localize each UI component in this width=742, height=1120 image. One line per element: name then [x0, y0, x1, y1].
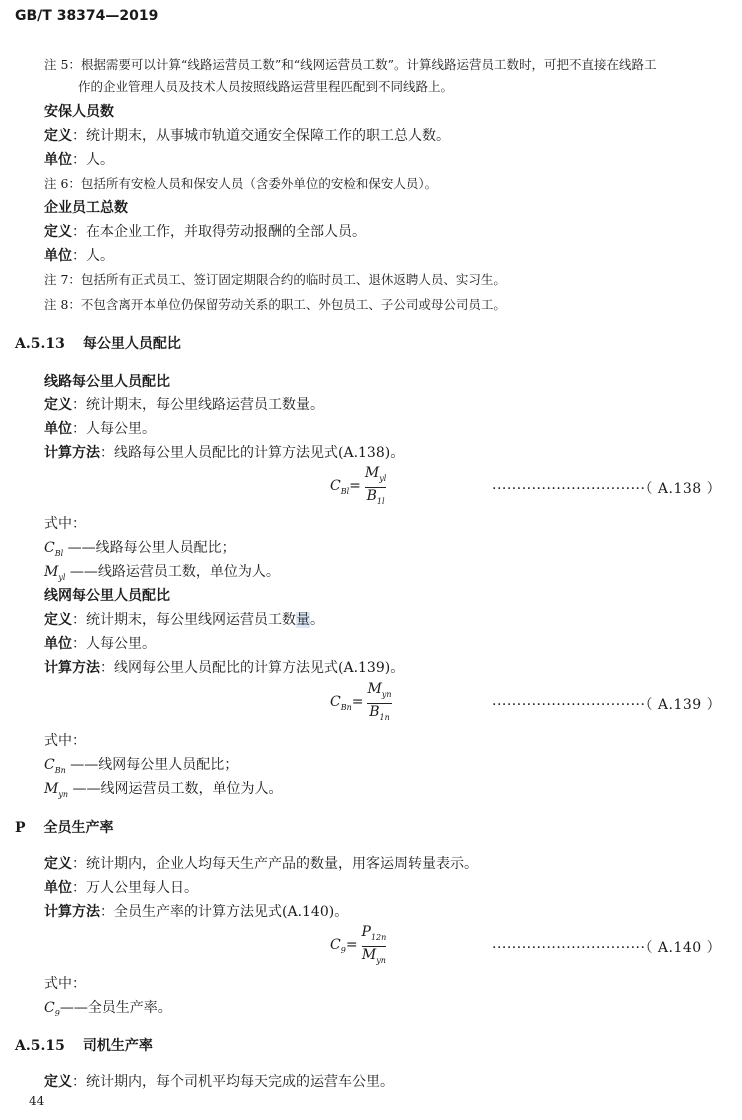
section-title: 全员生产率 [43, 820, 114, 836]
definition-label: 定义 [44, 397, 72, 413]
section-title: 司机生产率 [82, 1038, 153, 1054]
section-a515 [15, 1035, 153, 1055]
calc-method-text: ：线网每公里人员配比的计算方法见式(A.139)。 [100, 660, 405, 676]
security-unit [44, 149, 114, 169]
unit-label: 单位 [44, 880, 72, 896]
denominator: $B_{1n}$ [369, 703, 390, 722]
definition-label: 定义 [44, 128, 72, 144]
calc-method-text: ：线路每公里人员配比的计算方法见式(A.138)。 [100, 445, 405, 461]
definition-text: ：统计期末，每公里线路运营员工数量。 [72, 397, 324, 413]
note-5-line-2: 作的企业管理人员及技术人员按照线路运营里程匹配到不同线路上。 [78, 79, 454, 94]
fraction [367, 681, 391, 726]
denominator: $B_{1l}$ [366, 487, 385, 506]
unit-text: ：人。 [72, 152, 114, 168]
variable-m-yn: $M_{yn}$ ——线网运营员工数，单位为人。 [44, 781, 283, 799]
definition-label: 定义 [44, 1074, 72, 1090]
fraction [365, 465, 386, 510]
variable-c-bl: $C_{Bl}$ ——线路每公里人员配比； [44, 540, 236, 558]
line-ratio-unit [44, 418, 156, 438]
unit-text: ：万人公里每人日。 [72, 880, 198, 896]
unit-label: 单位 [44, 421, 72, 437]
security-staff-title: 安保人员数 [44, 104, 114, 120]
page-number: 44 [29, 1094, 45, 1108]
line-ratio-title: 线路每公里人员配比 [44, 374, 170, 390]
enterprise-staff-title: 企业员工总数 [44, 200, 128, 216]
network-ratio-definition: 定义：统计期末，每公里线网运营员工数量。 [44, 612, 324, 628]
numerator: $M_{yl}$ [364, 465, 387, 483]
unit-text: ：人每公里。 [72, 636, 156, 652]
equation-number-a140: ·······························（ A.140 ） [492, 940, 722, 956]
productivity-unit [44, 877, 198, 897]
productivity-calc [44, 901, 348, 921]
section-title: 每公里人员配比 [82, 336, 181, 352]
where-label: 式中： [44, 733, 86, 749]
formula-lhs: $C_{Bn}=$ [330, 694, 364, 713]
equation-number-a139: ·······························（ A.139 ） [492, 697, 722, 713]
standard-number: GB/T 38374—2019 [15, 8, 159, 24]
productivity-definition [44, 853, 478, 873]
section-a514 [15, 817, 114, 837]
unit-label: 单位 [44, 152, 72, 168]
formula-a138 [330, 465, 386, 510]
note-5-line-1: 注 5：根据需要可以计算“线路运营员工数”和“线网运营员工数”。计算线路运营员工数时，可把不直接在线路工 [44, 57, 657, 72]
definition-label: 定义 [44, 224, 72, 240]
variable-m-yl: $M_{yl}$ ——线路运营员工数，单位为人。 [44, 564, 280, 582]
denominator: $M_{yn}$ [361, 946, 386, 965]
note-8: 注 8：不包含离开本单位仍保留劳动关系的职工、外包员工、子公司或母公司员工。 [44, 297, 506, 312]
variable-c-bn: $C_{Bn}$ ——线网每公里人员配比； [44, 757, 239, 775]
definition-text: ：在本企业工作，并取得劳动报酬的全部人员。 [72, 224, 366, 240]
enterprise-unit [44, 245, 114, 265]
line-ratio-definition [44, 394, 324, 414]
definition-text: ：统计期内，企业人均每天生产产品的数量，用客运周转量表示。 [72, 856, 478, 872]
numerator: $M_{yn}$ [367, 681, 392, 699]
equation-number-a138: ·······························（ A.138 ） [492, 481, 722, 497]
driver-productivity-definition [44, 1071, 394, 1091]
definition-text: ：统计期内，每个司机平均每天完成的运营车公里。 [72, 1074, 394, 1090]
unit-label: 单位 [44, 248, 72, 264]
network-ratio-title: 线网每公里人员配比 [44, 588, 170, 604]
note-7: 注 7：包括所有正式员工、签订固定期限合约的临时员工、退休返聘人员、实习生。 [44, 272, 506, 287]
fraction [362, 924, 387, 969]
calc-method-label: 计算方法 [44, 445, 100, 461]
unit-label: 单位 [44, 636, 72, 652]
section-number: A.5.13 [15, 336, 65, 352]
unit-text: ：人每公里。 [72, 421, 156, 437]
security-definition [44, 125, 450, 145]
line-ratio-calc [44, 442, 404, 462]
formula-lhs: $C_{Bl}=$ [330, 478, 361, 497]
section-a513 [15, 333, 181, 353]
formula-a140 [330, 924, 386, 969]
numerator: $P_{12n}$ [361, 924, 387, 942]
network-ratio-calc [44, 657, 404, 677]
where-label: 式中： [44, 516, 86, 532]
definition-text: ：统计期末，从事城市轨道交通安全保障工作的职工总人数。 [72, 128, 450, 144]
enterprise-definition [44, 221, 366, 241]
section-number: P [15, 820, 26, 836]
definition-label: 定义 [44, 612, 72, 628]
calc-method-text: ：全员生产率的计算方法见式(A.140)。 [100, 904, 349, 920]
formula-a139 [330, 681, 392, 726]
definition-label: 定义 [44, 856, 72, 872]
note-6: 注 6：包括所有安检人员和保安人员（含委外单位的安检和保安人员）。 [44, 176, 438, 191]
calc-method-label: 计算方法 [44, 660, 100, 676]
calc-method-label: 计算方法 [44, 904, 100, 920]
network-ratio-unit [44, 633, 156, 653]
variable-c-9: $C_9——$全员生产率。 [44, 1000, 172, 1018]
section-number: A.5.15 [15, 1038, 65, 1054]
text-selection-highlight: 量 [296, 612, 310, 628]
unit-text: ：人。 [72, 248, 114, 264]
where-label: 式中： [44, 976, 86, 992]
formula-lhs: $C_9=$ [330, 937, 358, 956]
